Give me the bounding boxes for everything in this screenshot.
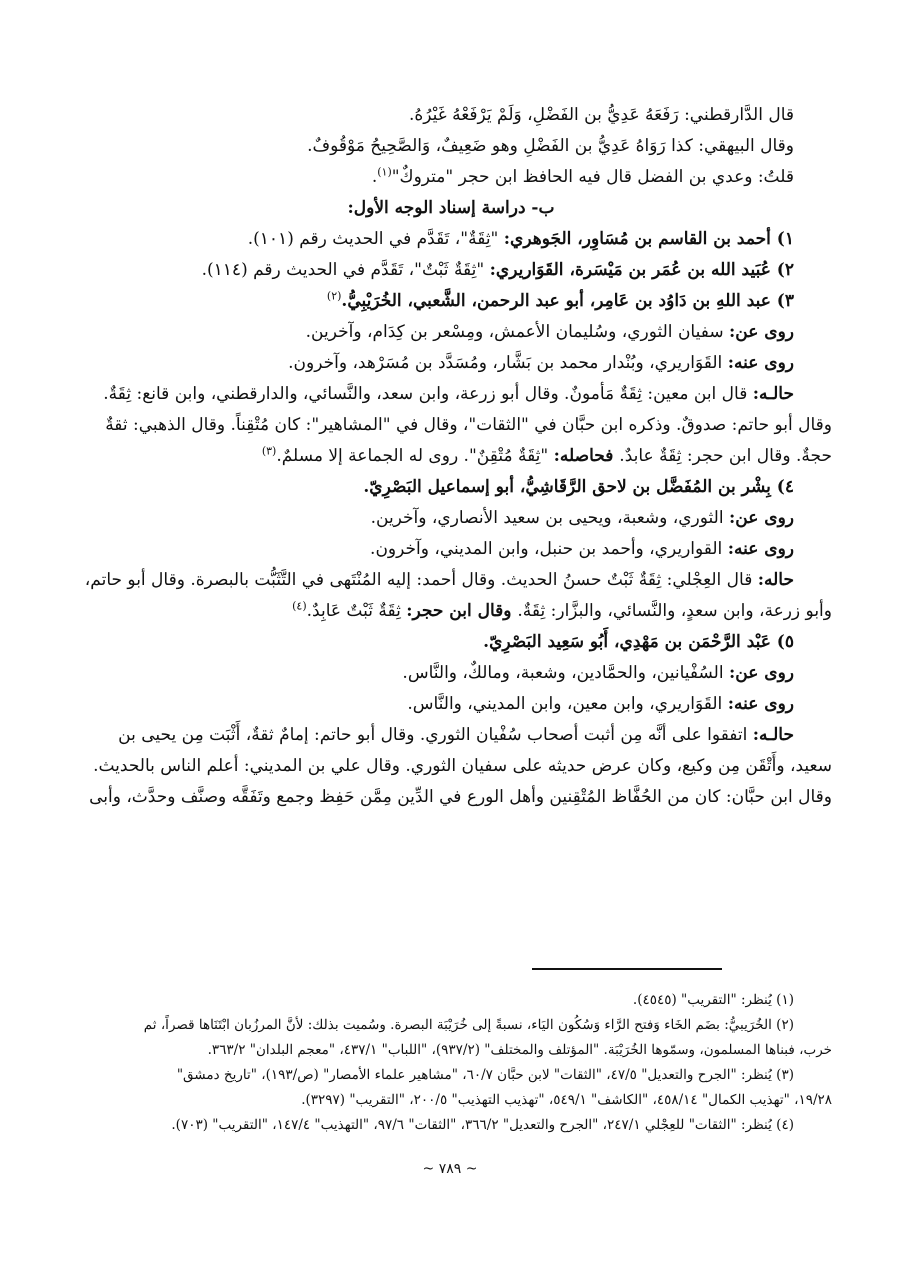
text-span: القَوَاريري، وبُنْدار محمد بن بَشَّار، ومُسَدَّد بن مُسَرْهد، وآخرون. — [288, 353, 728, 373]
text-span: قال الدَّارقطني: رَفَعَهُ عَدِيُّ بن الفَضْلِ، وَلَمْ يَرْفَعْهُ غَيْرُهُ. — [408, 105, 794, 125]
text-line — [70, 441, 832, 472]
text-span: وقال البيهقي: كذا رَوَاهُ عَدِيُّ بن الفَضْلِ وهو ضَعِيفٌ، وَالصَّحِيحُ مَوْقُوفٌ. — [307, 136, 794, 156]
footnote-ref: (٢) — [326, 289, 342, 303]
text-span: "ثِقَةٌ مُتْقِنٌ". روى له الجماعة إلا مسلمٌ. — [276, 446, 554, 466]
field-label: وقال ابن حجر: — [406, 601, 518, 621]
text-line — [70, 720, 832, 751]
narrator-entry — [70, 224, 832, 255]
text-line — [70, 751, 832, 782]
field-label: فحاصله: — [553, 446, 620, 466]
text-line — [70, 379, 832, 410]
footnote-ref: (٤) — [292, 599, 307, 613]
narrator-name: ٢) عُبَيد الله بن عُمَر بن مَيْسَرة، القَوَاريري: — [489, 260, 794, 280]
text-line — [70, 658, 832, 689]
narrator-name: ٣) عبد اللهِ بن دَاوُد بن عَامِر، أبو عبد الرحمن، الشَّعبي، الخُرَيْبِيُّ. — [341, 291, 794, 311]
text-line — [70, 565, 832, 596]
text-line — [70, 410, 832, 441]
text-span: القواريري، وأحمد بن حنبل، وابن المديني، وآخرون. — [370, 539, 728, 559]
narrator-entry — [70, 472, 832, 503]
text-span: اتفقوا على أنَّه مِن أثبت أصحاب سُفْيان الثوري. وقال أبو حاتم: إمامٌ ثقةٌ، أَثْبَت مِن يحيى بن — [118, 725, 753, 745]
text-span: قال ابن معين: ثِقَةٌ مَأمونٌ. وقال أبو زرعة، وابن سعد، والنَّسائي، والدارقطني، وابن قانع: ثِقَةٌ. — [103, 384, 753, 404]
field-label: روى عنه: — [727, 694, 794, 714]
footnote-ref: (١) — [377, 165, 392, 179]
footnote-continuation: ١٩/٢٨، "تهذيب الكمال" ٤٥٨/١٤، "الكاشف" ٥٤٩/١، "تهذيب التهذيب" ٢٠٠/٥، "التقريب" (٣٢٩٧). — [301, 1092, 832, 1108]
text-span: السُفْيانين، والحمَّادين، وشعبة، ومالكٌ، والنَّاس. — [402, 663, 729, 683]
text-span: القَوَاريري، وابن معين، وابن المديني، والنَّاس. — [407, 694, 728, 714]
text-span: حجةٌ. وقال ابن حجر: ثِقَةٌ عابدٌ. — [619, 446, 832, 466]
text-span: الثوري، وشعبة، ويحيى بن سعيد الأنصاري، وآخرين. — [370, 508, 729, 528]
field-label: روى عن: — [728, 322, 794, 342]
text-line — [70, 317, 832, 348]
field-label: حاله: — [757, 570, 794, 590]
text-span: قال العِجْلي: ثِقَةٌ ثَبْتٌ حسنُ الحديث. وقال أحمد: إليه المُنْتَهى في التَّثَبُّت بالبصرة. وقال أبو حاتم، — [84, 570, 758, 590]
narrator-entry — [70, 627, 832, 658]
narrator-name: ١) أحمد بن القاسم بن مُسَاوِر، الجَوهري: — [503, 229, 794, 249]
footnote: (٣) يُنظر: "الجرح والتعديل" ٤٧/٥، "الثقات" لابن حبَّان ٦٠/٧، "مشاهير علماء الأمصار" (ص/١٩٣)، "تاريخ دمشق" — [176, 1067, 794, 1083]
footnote-ref: (٣) — [261, 444, 277, 458]
text-span: "ثِقَةٌ ثَبْتٌ"، تَقَدَّم في الحديث رقم (١١٤). — [201, 260, 490, 280]
text-line — [70, 689, 832, 720]
text-span: وقال ابن حبَّان: كان من الحُفَّاظ المُتْقِنين وأهل الورع في الدِّين مِمَّن حَفِظ وجمع وتَفَقَّه وصنَّف وحدَّث، وأبى — [89, 787, 832, 807]
field-label: روى عن: — [728, 508, 794, 528]
text-line — [70, 131, 832, 162]
field-label: روى عنه: — [727, 539, 794, 559]
footnotes — [70, 988, 832, 1138]
narrator-entry — [70, 286, 832, 317]
section-heading: ب- دراسة إسناد الوجه الأول: — [347, 198, 555, 218]
narrator-name: ٤) بِشْر بن المُفَضَّل بن لاحق الرَّقَاشِيُّ، أبو إسماعيل البَصْرِيّ. — [363, 477, 794, 497]
text-line — [70, 534, 832, 565]
field-label: حالـه: — [752, 384, 794, 404]
text-span: سفيان الثوري، وسُليمان الأعمش، ومِسْعر بن كِدَام، وآخرين. — [305, 322, 729, 342]
text-span: ثِقَةٌ ثَبْتٌ عَابِدٌ. — [306, 601, 407, 621]
text-span: وقال أبو حاتم: صدوقٌ. وذكره ابن حبَّان في "الثقات"، وقال في "المشاهير": كان مُتْقِناً. وقال الذهبي: ثقةٌ — [105, 415, 832, 435]
text-span: سعيد، وأَتْقَن مِن وكيع، وكان عرض حديثه على سفيان الثوري. وقال علي بن المديني: أعلم الناس بالحديث. — [93, 756, 832, 776]
text-line — [70, 782, 832, 813]
text-span: . — [371, 167, 378, 187]
page-number: ~ ٧٨٩ ~ — [422, 1161, 478, 1177]
text-line — [70, 162, 832, 193]
text-span: قلتُ: وعدي بن الفضل قال فيه الحافظ ابن حجر "متروكٌ" — [391, 167, 794, 187]
footnote: (٢) الخُرَيبيُّ: بضَم الخَاء وَفتح الرَّاء وَسُكُون اليَاء، نسبةً إلى خُرَيْبَة البصرة. وسُميت بذلك: لأنَّ المرزُبان ابْتَنَاها قصراً، ثم — [143, 1017, 794, 1033]
text-line — [70, 596, 832, 627]
text-line — [70, 100, 832, 131]
text-span: وأبو زرعة، وابن سعدٍ، والنَّسائي، والبزَّار: ثِقَةٌ. — [517, 601, 832, 621]
footnote-continuation: خرب، فبناها المسلمون، وسمّوها الخُرَيْبَة. "المؤتلف والمختلف" (٩٣٧/٢)، "اللباب" ٤٣٧/١، "معجم البلدان" ٣٦٣/٢. — [207, 1042, 832, 1058]
footnote-divider — [532, 968, 722, 970]
main-text — [70, 100, 832, 813]
narrator-name: ٥) عَبْد الرَّحْمَن بن مَهْدِي، أَبُو سَعِيد البَصْرِيّ. — [483, 632, 794, 652]
text-line — [70, 348, 832, 379]
field-label: حالـه: — [752, 725, 794, 745]
text-span: "ثِقَةٌ"، تَقَدَّم في الحديث رقم (١٠١). — [247, 229, 504, 249]
footnote: (١) يُنظر: "التقريب" (٤٥٤٥). — [632, 992, 794, 1008]
footnote: (٤) يُنظر: "الثقات" للعِجْلي ٢٤٧/١، "الجرح والتعديل" ٣٦٦/٢، "الثقات" ٩٧/٦، "التهذيب" ١٤٧/٤، "التقريب" (٧٠٣). — [171, 1117, 794, 1133]
text-line — [70, 503, 832, 534]
field-label: روى عن: — [728, 663, 794, 683]
field-label: روى عنه: — [727, 353, 794, 373]
narrator-entry — [70, 255, 832, 286]
